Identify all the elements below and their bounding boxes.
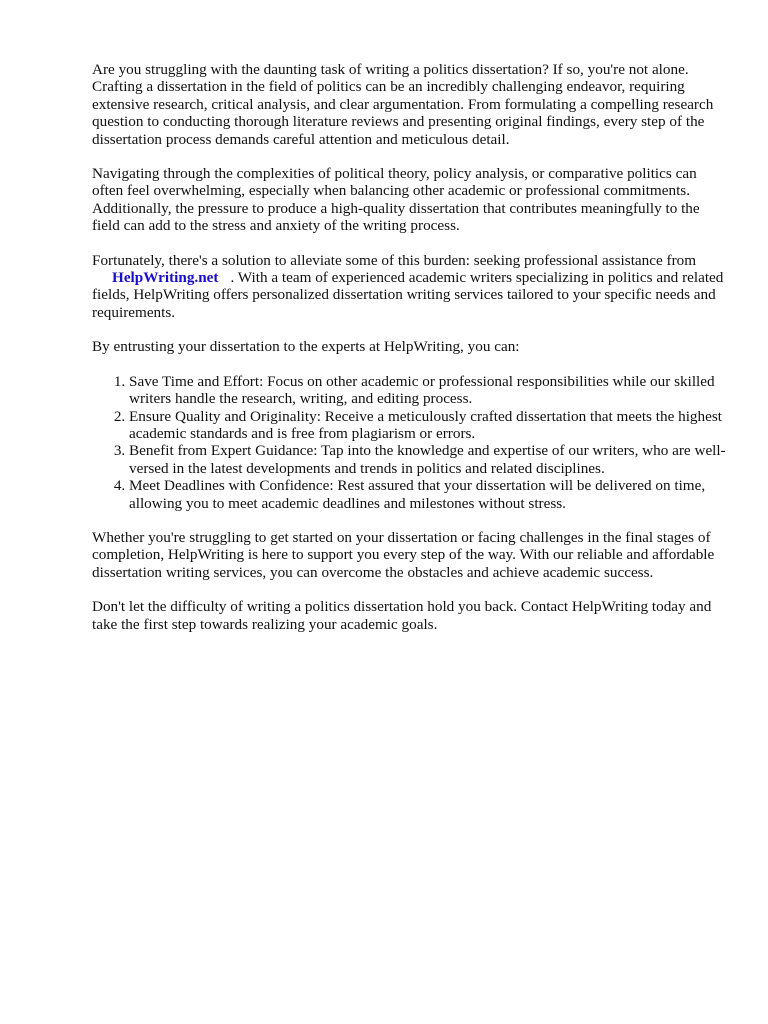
benefits-list (92, 373, 728, 512)
list-item: 3. Benefit from Expert Guidance: Tap into the knowledge and expertise of our writers, who are well-versed in the latest developments and trends in politics and related disciplines. (129, 442, 728, 477)
list-item: 2. Ensure Quality and Originality: Receive a meticulously crafted dissertation that meets the highest academic standards and is free from plagiarism or errors. (129, 408, 728, 443)
paragraph-entrusting: By entrusting your dissertation to the experts at HelpWriting, you can: (92, 338, 520, 356)
list-item: 1. Save Time and Effort: Focus on other academic or professional responsibilities while our skilled writers handle the research, writing, and editing process. (129, 373, 728, 408)
paragraph-whether: Whether you're struggling to get started on your dissertation or facing challenges in the final stages of completion, HelpWriting is here to support you every step of the way. With our reliable and affordable dissertation writing services, you can overcome the obstacles and achieve academic success. (92, 528, 715, 581)
solution-text-after: . With a team of experienced academic writers specializing in politics and related fields, HelpWriting offers personalized dissertation writing services tailored to your specific needs and requirements. (92, 269, 724, 321)
solution-text-before: Fortunately, there's a solution to alleviate some of this burden: seeking professional assistance from (92, 251, 697, 269)
document-page (92, 61, 728, 650)
list-item: 4. Meet Deadlines with Confidence: Rest assured that your dissertation will be delivered on time, allowing you to meet academic deadlines and milestones without stress. (129, 477, 728, 512)
helpwriting-link[interactable]: HelpWriting.net (112, 269, 219, 287)
paragraph-closing: Don't let the difficulty of writing a politics dissertation hold you back. Contact HelpWriting today and take the first step towards realizing your academic goals. (92, 598, 712, 633)
paragraph-solution (92, 252, 728, 322)
paragraph-intro: Are you struggling with the daunting task of writing a politics dissertation? If so, you're not alone. Crafting a dissertation in the field of politics can be an incredibly challenging endeavor, requiring extensive research, critical analysis, and clear argumentation. From formulating a compelling research question to conducting thorough literature reviews and presenting original findings, every step of the dissertation process demands careful attention and meticulous detail. (92, 61, 714, 148)
paragraph-navigating: Navigating through the complexities of political theory, policy analysis, or comparative politics can often feel overwhelming, especially when balancing other academic or professional commitments. Additionally, the pressure to produce a high-quality dissertation that contributes meaningfully to the field can add to the stress and anxiety of the writing process. (92, 165, 700, 235)
